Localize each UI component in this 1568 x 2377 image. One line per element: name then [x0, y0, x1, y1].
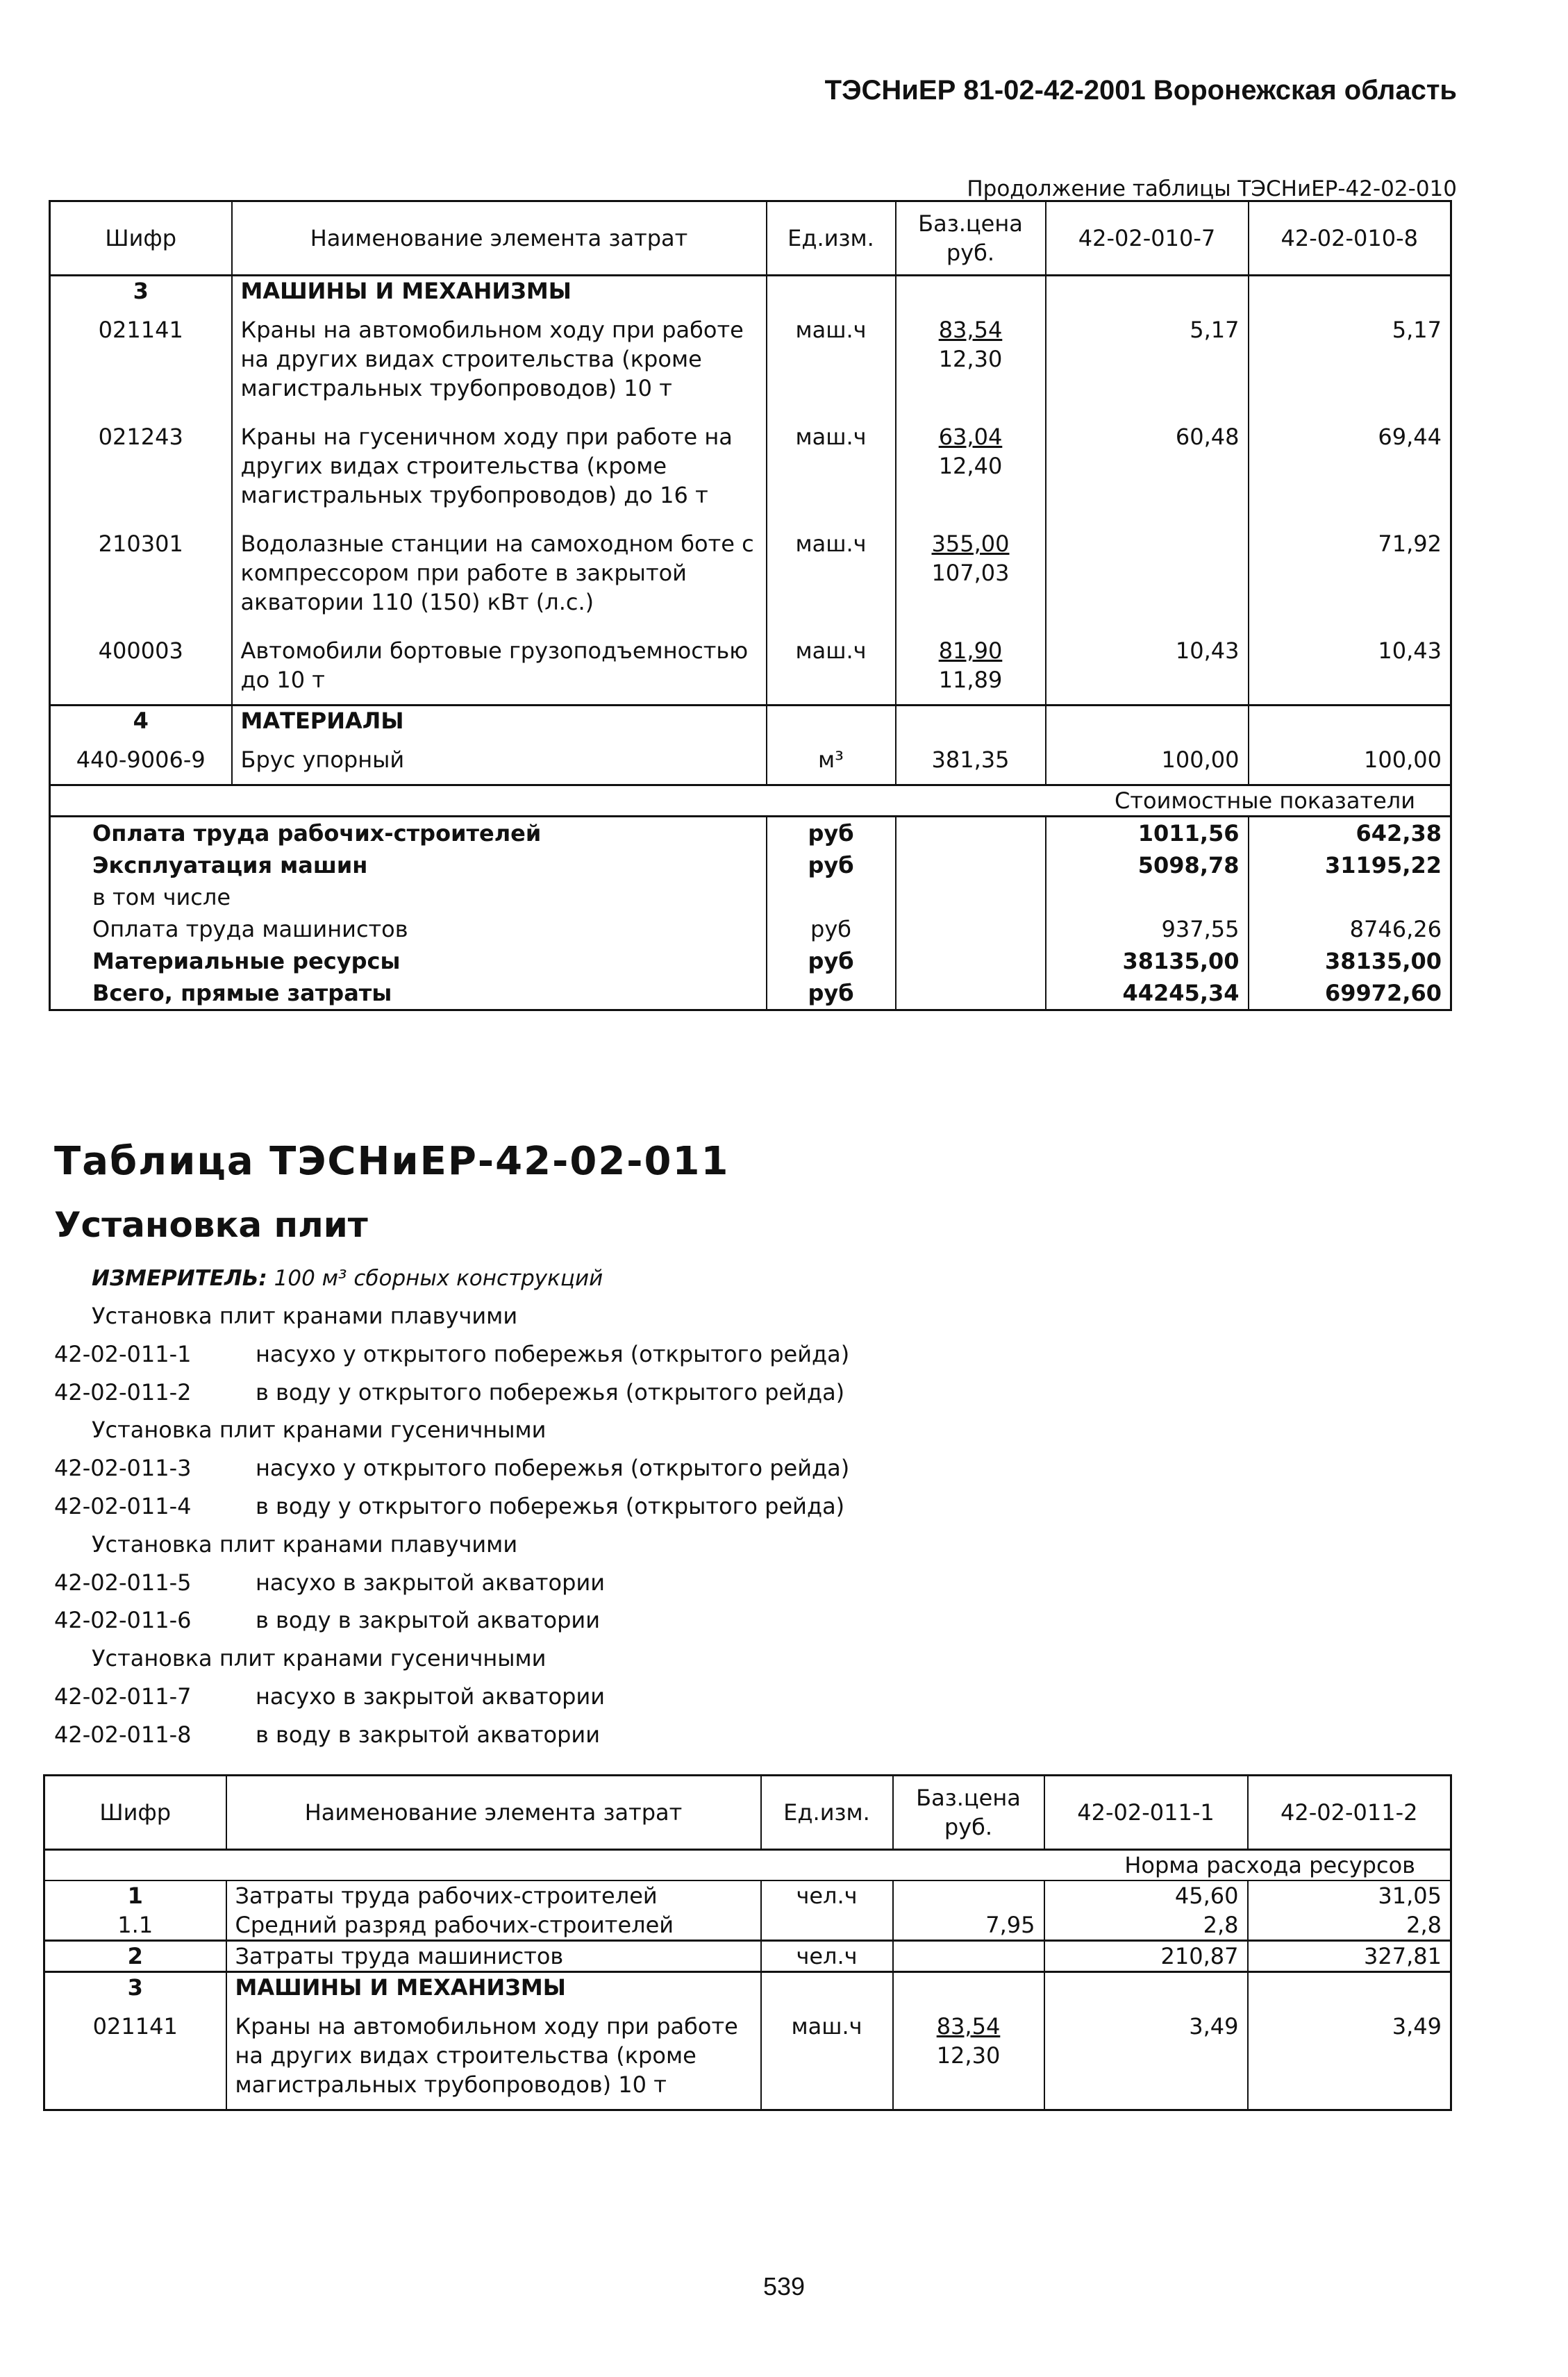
resource-name: Краны на автомобильном ходу при работе на других видах строительства (кроме магистральных трубопроводов) 10 т — [226, 2002, 761, 2110]
value-pos-7: 10,43 — [1046, 626, 1249, 706]
resource-unit: маш.ч — [761, 2002, 893, 2110]
position-code: 42-02-011-4 — [54, 1492, 192, 1519]
summary-row — [50, 977, 1451, 1010]
table-row — [50, 412, 1451, 519]
resource-code: 440-9006-9 — [76, 747, 206, 773]
section-number: 3 — [44, 1972, 226, 2003]
base-price: 63,04 — [938, 424, 1003, 450]
summary-row — [50, 849, 1451, 881]
summary-value-pos-8 — [1249, 881, 1451, 913]
running-header: ТЭСНиЕР 81-02-42-2001 Воронежская область — [824, 75, 1457, 106]
resource-code: 1.1 — [117, 1912, 153, 1938]
value-pos-8: 5,17 — [1249, 306, 1451, 412]
empty-cell — [896, 913, 1046, 945]
position-text: насухо у открытого побережья (открытого рейда) — [256, 1340, 850, 1367]
empty-cell — [896, 706, 1046, 736]
section-row — [44, 1972, 1451, 2003]
summary-value-pos-8: 31195,22 — [1249, 849, 1451, 881]
position-text: насухо в закрытой акватории — [256, 1569, 606, 1596]
empty-cell — [1249, 276, 1451, 306]
base-price: 83,54 — [938, 317, 1003, 343]
base-price — [893, 1941, 1044, 1972]
resource-unit: чел.ч — [761, 1941, 893, 1972]
value-pos-2: 327,81 — [1248, 1941, 1451, 1972]
summary-unit — [767, 881, 896, 913]
position-text: насухо в закрытой акватории — [256, 1683, 606, 1710]
summary-label: Оплата труда машинистов — [92, 916, 408, 942]
empty-cell — [767, 276, 896, 306]
summary-unit: руб — [767, 913, 896, 945]
measure-value: 100 м³ сборных конструкций — [274, 1266, 603, 1291]
base-price-cell — [896, 519, 1046, 626]
position-text: в воду в закрытой акватории — [256, 1721, 600, 1748]
summary-row — [50, 913, 1451, 945]
table-row — [44, 1910, 1451, 1941]
summary-value-pos-8: 642,38 — [1249, 817, 1451, 850]
resource-name: Затраты труда машинистов — [226, 1941, 761, 1972]
resource-unit: маш.ч — [767, 626, 896, 706]
position-code: 42-02-011-5 — [54, 1569, 192, 1596]
resource-name: Автомобили бортовые грузоподъемностью до 10 т — [232, 626, 767, 706]
summary-row — [50, 881, 1451, 913]
summary-unit: руб — [767, 849, 896, 881]
position-item — [54, 1678, 849, 1716]
value-pos-7 — [1046, 519, 1249, 626]
section-row — [50, 276, 1451, 306]
cost-indicators-row — [50, 785, 1451, 817]
position-item — [54, 1601, 849, 1640]
table-row — [50, 306, 1451, 412]
resource-name: Краны на гусеничном ходу при работе на других видах строительства (кроме магистральных трубопроводов) до 16 т — [232, 412, 767, 519]
position-text: в воду в закрытой акватории — [256, 1607, 600, 1634]
resource-unit: м³ — [767, 735, 896, 785]
position-code: 42-02-011-6 — [54, 1607, 192, 1634]
empty-cell — [1248, 1972, 1451, 2003]
position-code: 42-02-011-7 — [54, 1683, 192, 1710]
measure-line — [92, 1266, 603, 1291]
position-item — [54, 1374, 849, 1412]
resource-unit: маш.ч — [767, 519, 896, 626]
section-title: МАШИНЫ И МЕХАНИЗМЫ — [232, 276, 767, 306]
summary-label: Материальные ресурсы — [92, 948, 401, 974]
summary-value-pos-7: 44245,34 — [1046, 977, 1249, 1010]
positions-list — [54, 1297, 849, 1754]
position-code: 42-02-011-8 — [54, 1721, 192, 1748]
norm-label: Норма расхода ресурсов — [44, 1850, 1451, 1881]
machinist-wage: 12,30 — [936, 2042, 1001, 2069]
col-header-name: Наименование элемента затрат — [232, 201, 767, 276]
summary-value-pos-7: 5098,78 — [1046, 849, 1249, 881]
base-price-cell — [896, 306, 1046, 412]
empty-cell — [1044, 1972, 1248, 2003]
summary-label: Оплата труда рабочих-строителей — [50, 817, 767, 850]
value-pos-1: 45,60 — [1044, 1880, 1248, 1910]
summary-row — [50, 817, 1451, 850]
table-row — [50, 519, 1451, 626]
empty-cell — [896, 977, 1046, 1010]
base-price: 81,90 — [938, 637, 1003, 664]
machinist-wage: 12,40 — [938, 453, 1003, 479]
value-pos-8: 100,00 — [1249, 735, 1451, 785]
resource-name: Краны на автомобильном ходу при работе на других видах строительства (кроме магистральных трубопроводов) 10 т — [232, 306, 767, 412]
resource-unit: маш.ч — [767, 306, 896, 412]
summary-unit: руб — [767, 817, 896, 850]
resource-unit — [761, 1910, 893, 1941]
empty-cell — [893, 1972, 1044, 2003]
section-title: МАТЕРИАЛЫ — [232, 706, 767, 736]
section-row — [50, 706, 1451, 736]
resource-name: Средний разряд рабочих-строителей — [226, 1910, 761, 1941]
page-number: 539 — [762, 2272, 806, 2301]
machinist-wage: 12,30 — [938, 346, 1003, 372]
resource-table-42-02-011 — [43, 1774, 1452, 2111]
summary-value-pos-7: 38135,00 — [1046, 945, 1249, 977]
col-header-code: Шифр — [44, 1776, 226, 1850]
resource-unit: маш.ч — [767, 412, 896, 519]
section-number: 3 — [133, 278, 149, 304]
norm-row — [44, 1850, 1451, 1881]
value-pos-7: 60,48 — [1046, 412, 1249, 519]
position-item — [54, 1335, 849, 1374]
position-group: Установка плит кранами гусеничными — [92, 1645, 547, 1672]
col-header-pos-2: 42-02-011-2 — [1248, 1776, 1451, 1850]
col-header-base-price: Баз.цена руб. — [893, 1776, 1044, 1850]
position-code: 42-02-011-1 — [54, 1340, 192, 1367]
col-header-unit: Ед.изм. — [767, 201, 896, 276]
summary-value-pos-7 — [1046, 881, 1249, 913]
table-row — [44, 1880, 1451, 1910]
table-continuation-note: Продолжение таблицы ТЭСНиЕР-42-02-010 — [967, 176, 1457, 201]
base-price: 355,00 — [931, 531, 1010, 557]
position-text: в воду у открытого побережья (открытого рейда) — [256, 1378, 845, 1406]
resource-code: 1 — [127, 1883, 143, 1909]
section-title: МАШИНЫ И МЕХАНИЗМЫ — [226, 1972, 761, 2003]
table-subtitle: Установка плит — [54, 1205, 368, 1245]
empty-cell — [761, 1972, 893, 2003]
base-price: 381,35 — [931, 747, 1010, 773]
cost-indicators-label: Стоимостные показатели — [50, 785, 1451, 817]
value-pos-7: 100,00 — [1046, 735, 1249, 785]
table-row — [44, 2002, 1451, 2110]
base-price-cell — [896, 735, 1046, 785]
position-group: Установка плит кранами гусеничными — [92, 1417, 547, 1444]
table-title: Таблица ТЭСНиЕР-42-02-011 — [54, 1139, 730, 1184]
resource-code: 210301 — [98, 531, 183, 557]
position-code: 42-02-011-3 — [54, 1455, 192, 1482]
empty-cell — [896, 945, 1046, 977]
empty-cell — [1249, 706, 1451, 736]
empty-cell — [896, 849, 1046, 881]
col-header-unit: Ед.изм. — [761, 1776, 893, 1850]
summary-label: в том числе — [92, 884, 231, 910]
empty-cell — [896, 881, 1046, 913]
position-text: в воду у открытого побережья (открытого рейда) — [256, 1492, 845, 1519]
resource-name: Водолазные станции на самоходном боте с компрессором при работе в закрытой акватории 110 (150) кВт (л.с.) — [232, 519, 767, 626]
summary-value-pos-8: 69972,60 — [1249, 977, 1451, 1010]
section-number: 4 — [50, 706, 232, 736]
measure-label: ИЗМЕРИТЕЛЬ: — [92, 1266, 267, 1291]
table-row — [50, 626, 1451, 706]
base-price — [893, 1880, 1044, 1910]
empty-cell — [1046, 706, 1249, 736]
col-header-pos-1: 42-02-011-1 — [1044, 1776, 1248, 1850]
value-pos-8: 10,43 — [1249, 626, 1451, 706]
summary-unit: руб — [767, 945, 896, 977]
position-item — [54, 1449, 849, 1487]
table-header-row — [44, 1776, 1451, 1850]
value-pos-8: 69,44 — [1249, 412, 1451, 519]
resource-name: Брус упорный — [232, 735, 767, 785]
summary-value-pos-7: 937,55 — [1046, 913, 1249, 945]
base-price-cell — [893, 2002, 1044, 2110]
value-pos-7: 5,17 — [1046, 306, 1249, 412]
summary-value-pos-8: 38135,00 — [1249, 945, 1451, 977]
table-row — [44, 1941, 1451, 1972]
value-pos-8: 71,92 — [1249, 519, 1451, 626]
value-pos-1: 210,87 — [1044, 1941, 1248, 1972]
resource-name: Затраты труда рабочих-строителей — [226, 1880, 761, 1910]
value-pos-1: 3,49 — [1044, 2002, 1248, 2110]
position-group: Установка плит кранами плавучими — [92, 1531, 518, 1558]
machinist-wage: 11,89 — [938, 667, 1003, 693]
machinist-wage: 107,03 — [931, 560, 1010, 586]
resource-code: 021141 — [98, 317, 183, 343]
col-header-pos-7: 42-02-010-7 — [1046, 201, 1249, 276]
summary-unit: руб — [767, 977, 896, 1010]
resource-code: 2 — [44, 1941, 226, 1972]
position-item — [54, 1564, 849, 1602]
resource-code: 021141 — [92, 2013, 178, 2040]
summary-row — [50, 945, 1451, 977]
empty-cell — [767, 706, 896, 736]
value-pos-1: 2,8 — [1044, 1910, 1248, 1941]
base-price: 83,54 — [936, 2013, 1001, 2040]
col-header-base-price: Баз.цена руб. — [896, 201, 1046, 276]
empty-cell — [896, 276, 1046, 306]
resource-code: 400003 — [98, 637, 183, 664]
base-price-cell — [896, 412, 1046, 519]
value-pos-2: 31,05 — [1248, 1880, 1451, 1910]
empty-cell — [1046, 276, 1249, 306]
position-item — [54, 1487, 849, 1526]
summary-label: Эксплуатация машин — [92, 852, 368, 878]
value-pos-2: 2,8 — [1248, 1910, 1451, 1941]
base-price: 7,95 — [893, 1910, 1044, 1941]
col-header-code: Шифр — [50, 201, 232, 276]
base-price-cell — [896, 626, 1046, 706]
col-header-pos-8: 42-02-010-8 — [1249, 201, 1451, 276]
position-code: 42-02-011-2 — [54, 1378, 192, 1406]
table-header-row — [50, 201, 1451, 276]
resource-table-42-02-010 — [49, 200, 1452, 1011]
table-row — [50, 735, 1451, 785]
position-item — [54, 1716, 849, 1754]
summary-label: Всего, прямые затраты — [92, 980, 392, 1006]
position-group: Установка плит кранами плавучими — [92, 1303, 518, 1329]
empty-cell — [896, 817, 1046, 850]
position-text: насухо у открытого побережья (открытого рейда) — [256, 1455, 850, 1482]
col-header-name: Наименование элемента затрат — [226, 1776, 761, 1850]
summary-value-pos-8: 8746,26 — [1249, 913, 1451, 945]
resource-code: 021243 — [98, 424, 183, 450]
resource-unit: чел.ч — [761, 1880, 893, 1910]
value-pos-2: 3,49 — [1248, 2002, 1451, 2110]
summary-value-pos-7: 1011,56 — [1046, 817, 1249, 850]
